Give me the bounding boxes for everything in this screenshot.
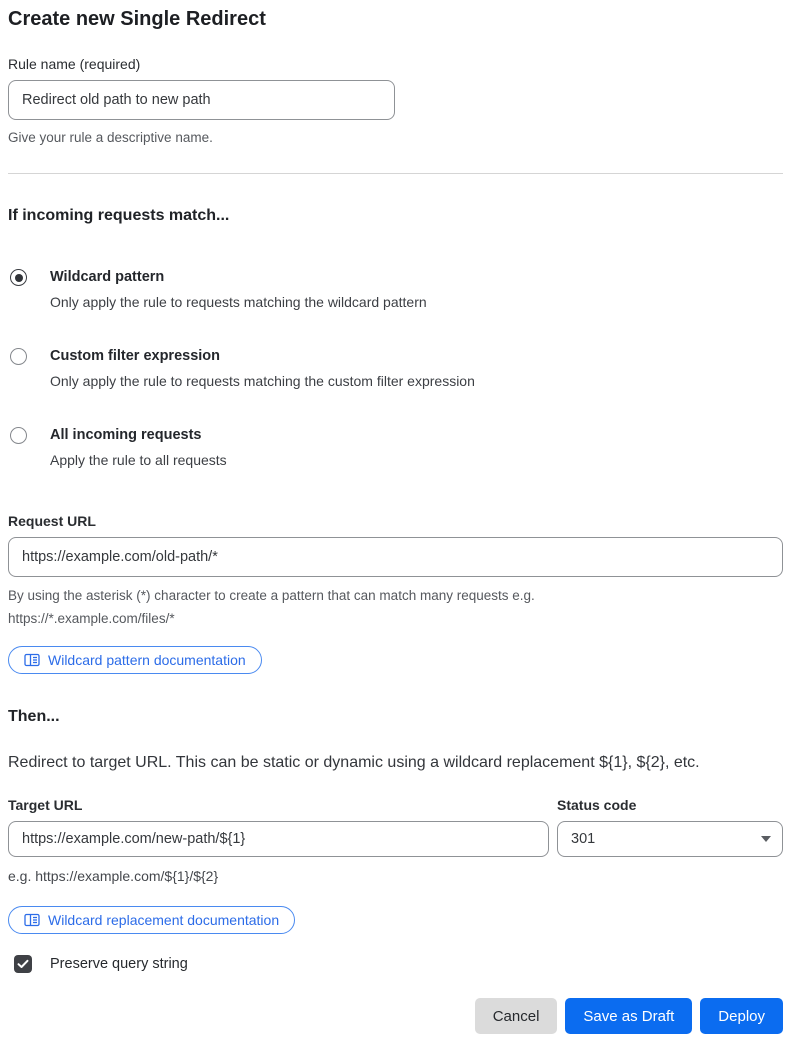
footer-actions <box>8 998 783 1034</box>
radio-all-requests[interactable] <box>10 427 27 444</box>
section-divider <box>8 173 783 174</box>
wildcard-replacement-docs-button[interactable] <box>8 906 295 934</box>
preserve-query-label[interactable]: Preserve query string <box>50 956 188 972</box>
status-code-label: Status code <box>557 797 637 813</box>
save-as-draft-button[interactable]: Save as Draft <box>565 998 692 1034</box>
request-url-input[interactable] <box>8 537 783 577</box>
book-icon <box>24 653 40 667</box>
request-url-label: Request URL <box>8 513 96 529</box>
target-url-label: Target URL <box>8 797 83 813</box>
status-code-field <box>557 796 783 857</box>
wildcard-pattern-docs-label: Wildcard pattern documentation <box>48 652 246 668</box>
target-url-input[interactable] <box>8 821 549 857</box>
radio-desc-all-requests: Apply the rule to all requests <box>50 452 227 468</box>
preserve-query-checkbox[interactable] <box>14 955 32 973</box>
check-icon <box>17 959 29 969</box>
target-and-status-row <box>8 796 783 888</box>
request-url-help-line1: By using the asterisk (*) character to create a pattern that can match many requests e.g. <box>8 588 535 603</box>
deploy-button[interactable]: Deploy <box>700 998 783 1034</box>
rule-name-label: Rule name (required) <box>8 56 141 72</box>
match-section-heading: If incoming requests match... <box>8 207 230 224</box>
radio-custom-filter[interactable] <box>10 348 27 365</box>
book-icon <box>24 913 40 927</box>
wildcard-replacement-docs-label: Wildcard replacement documentation <box>48 912 280 928</box>
radio-label-wildcard-pattern[interactable]: Wildcard pattern <box>50 269 165 285</box>
radio-wildcard-pattern[interactable] <box>10 269 27 286</box>
status-code-select[interactable] <box>557 821 783 857</box>
rule-name-field <box>8 55 783 149</box>
radio-option-all-requests[interactable] <box>8 426 783 469</box>
radio-desc-wildcard-pattern: Only apply the rule to requests matching the wildcard pattern <box>50 294 427 310</box>
target-url-help: e.g. https://example.com/${1}/${2} <box>8 868 219 884</box>
preserve-query-row[interactable] <box>8 955 783 973</box>
wildcard-pattern-docs-button[interactable] <box>8 646 262 674</box>
rule-name-input[interactable] <box>8 80 395 120</box>
match-type-radio-group <box>8 268 783 469</box>
radio-label-custom-filter[interactable]: Custom filter expression <box>50 348 221 364</box>
radio-option-wildcard-pattern[interactable] <box>8 268 783 311</box>
request-url-field <box>8 512 783 674</box>
rule-name-help: Give your rule a descriptive name. <box>8 130 213 145</box>
request-url-help-line2: https://*.example.com/files/* <box>8 611 175 626</box>
then-section-heading: Then... <box>8 708 60 725</box>
radio-label-all-requests[interactable]: All incoming requests <box>50 427 202 443</box>
radio-desc-custom-filter: Only apply the rule to requests matching the custom filter expression <box>50 373 475 389</box>
radio-option-custom-filter[interactable] <box>8 347 783 390</box>
target-url-field <box>8 796 549 888</box>
cancel-button[interactable]: Cancel <box>475 998 558 1034</box>
then-section-description: Redirect to target URL. This can be static or dynamic using a wildcard replacement ${1}, ${2}, etc. <box>8 754 700 771</box>
request-url-help <box>8 584 783 630</box>
page-title: Create new Single Redirect <box>8 8 266 30</box>
